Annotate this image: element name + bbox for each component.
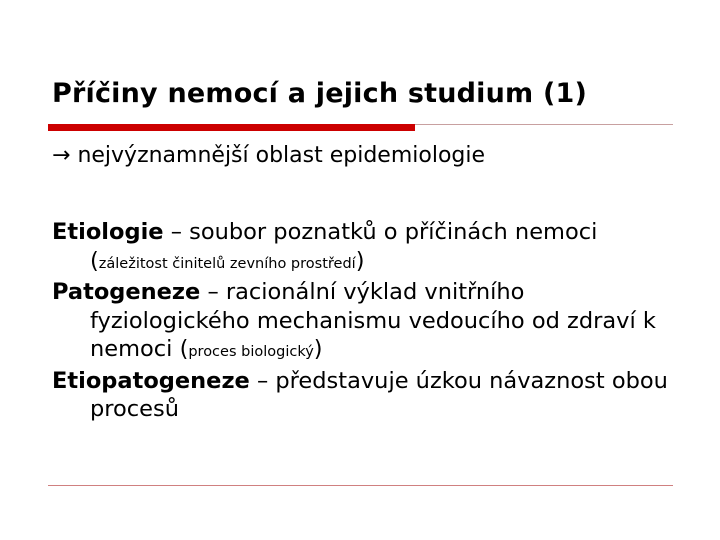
- paren-open: (: [179, 336, 189, 362]
- subtitle: [52, 143, 485, 168]
- definition-etiopatogeneze: [52, 367, 672, 424]
- paren-close: ): [313, 336, 323, 362]
- definition-text: – soubor poznatků o příčinách nemoci: [163, 219, 598, 245]
- definition-text: – racionální výklad vnitřního fyziologického mechanismu vedoucího od zdraví k nemoci: [90, 279, 656, 362]
- definition-patogeneze: [52, 278, 672, 367]
- slide-title: Příčiny nemocí a jejich studium (1): [52, 78, 588, 109]
- title-accent-bar: [48, 124, 415, 131]
- paren-close: ): [355, 247, 365, 274]
- paren-open: (: [90, 247, 99, 274]
- term-etiologie: Etiologie: [52, 219, 164, 245]
- definition-etiologie: [52, 218, 672, 278]
- definition-note: záležitost činitelů zevního prostředí: [98, 255, 356, 272]
- arrow-icon: →: [52, 143, 71, 168]
- definition-text: – představuje úzkou návaznost obou procesů: [90, 367, 668, 422]
- subtitle-text: nejvýznamnější oblast epidemiologie: [77, 143, 486, 168]
- term-patogeneze: Patogeneze: [52, 279, 201, 305]
- bottom-divider: [48, 485, 673, 486]
- definition-note: proces biologický: [188, 344, 314, 360]
- term-etiopatogeneze: Etiopatogeneze: [52, 367, 250, 394]
- definitions-list: [52, 218, 672, 424]
